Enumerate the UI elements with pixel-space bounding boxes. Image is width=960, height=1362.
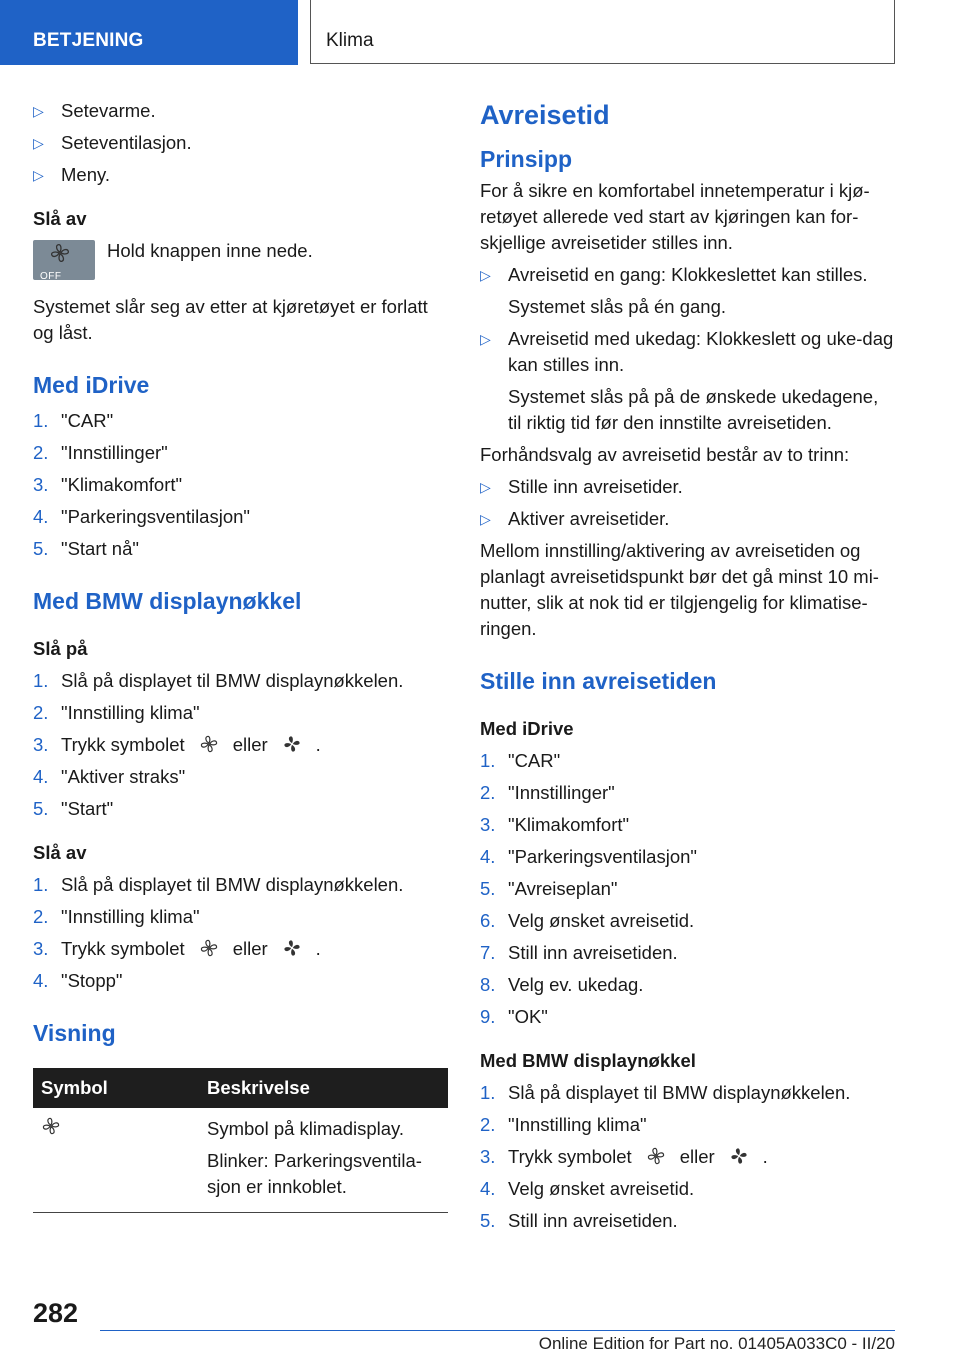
list-item: 3. "Klimakomfort" xyxy=(33,474,183,495)
page-number: 282 xyxy=(33,1298,79,1328)
timing-note: Mellom innstilling/aktivering av avreisetiden og planlagt avreisetidspunkt bør det gå minst 10 mi-nutter, slik at nok tid er tilgjengelig for klimatise-ringen. xyxy=(480,540,879,639)
bullet-marker: ▷ xyxy=(33,135,44,151)
set-idrive-heading: Med iDrive xyxy=(480,718,574,739)
list-item: 5. "Start nå" xyxy=(33,538,139,559)
list-item: ▷ Meny. xyxy=(33,162,448,188)
fan-outline-icon xyxy=(199,734,219,754)
bullet-marker: ▷ xyxy=(33,167,44,183)
fan-solid-icon xyxy=(282,734,302,754)
bullet-marker: ▷ xyxy=(33,103,44,119)
list-item: ▷ Stille inn avreisetider. xyxy=(480,476,683,497)
list-item: 3. Trykk symbolet eller . xyxy=(480,1146,768,1167)
fan-outline-icon xyxy=(646,1146,666,1166)
fan-outline-icon xyxy=(41,1116,61,1136)
visning-heading: Visning xyxy=(33,1020,116,1046)
list-item: 7. Still inn avreisetiden. xyxy=(480,942,678,963)
list-item: 1. Slå på displayet til BMW displaynøkkelen. xyxy=(33,874,404,895)
table-header-row xyxy=(33,1068,448,1108)
row-desc-2: Blinker: Parkeringsventila-sjon er innkoblet. xyxy=(207,1150,422,1197)
list-item: ▷ Aktiver avreisetider. xyxy=(480,508,670,529)
principle-intro: For å sikre en komfortabel innetemperatur i kjø-retøyet allerede ved start av kjøringen kan for-skjellige avreisetider stilles inn. xyxy=(480,180,870,253)
fan-outline-icon xyxy=(199,938,219,958)
fan-icon xyxy=(49,242,71,264)
list-item: ▷ Seteventilasjon. xyxy=(33,130,448,156)
list-item: 4. "Aktiver straks" xyxy=(33,766,186,787)
off-note: Systemet slår seg av etter at kjøretøyet er forlatt og låst. xyxy=(33,296,428,343)
footer-divider xyxy=(100,1330,895,1331)
list-item: 2. "Innstillinger" xyxy=(480,782,615,803)
list-item: ▷ Avreisetid en gang: Klokkeslettet kan stilles. xyxy=(480,264,868,285)
list-item: 4. "Parkeringsventilasjon" xyxy=(33,506,250,527)
list-item: 4. "Stopp" xyxy=(33,970,123,991)
list-item: 9. "OK" xyxy=(480,1006,548,1027)
symbol-table xyxy=(33,1068,448,1213)
list-item: 1. Slå på displayet til BMW displaynøkkelen. xyxy=(33,670,404,691)
list-item: 5. "Avreiseplan" xyxy=(480,878,618,899)
list-item: 1. "CAR" xyxy=(480,750,561,771)
chapter-title: Klima xyxy=(326,30,374,51)
set-departure-heading: Stille inn avreisetiden xyxy=(480,668,717,694)
principle-heading: Prinsipp xyxy=(480,146,573,172)
off-heading-2: Slå av xyxy=(33,842,87,863)
list-item: 2. "Innstilling klima" xyxy=(33,702,200,723)
list-item: 2. "Innstilling klima" xyxy=(33,906,200,927)
list-item: 4. Velg ønsket avreisetid. xyxy=(480,1178,695,1199)
fan-solid-icon xyxy=(729,1146,749,1166)
section-tab xyxy=(0,0,298,65)
list-item: ▷ Avreisetid med ukedag: Klokkeslett og uke-dag kan stilles inn. xyxy=(480,328,894,375)
list-item: 1. "CAR" xyxy=(33,410,114,431)
right-column: Avreisetid Prinsipp For å sikre en komfortabel innetemperatur i kjø-retøyet allerede ved start av kjøringen kan for-skjellige avreisetider stilles inn. ▷ Avreisetid en gang: Klokkeslettet kan stilles. Systemet slås på én gang. ▷ Avreisetid med ukedag: Klokkeslett og uke-dag kan stilles inn. Systemet slås på på de ønskede ukedagene, til riktig tid før den innstilte avreisetiden. Forhåndsvalg av avreisetid består av to trinn: ▷ Stille inn avreisetider. ▷ Aktiver avreisetider. Mellom innstilling/aktivering av avreisetiden og planlagt avreisetidspunkt bør det gå minst 10 mi-nutter, slik at nok tid er tilgjengelig for klimatise-ringen. Stille inn avreisetiden Med iDrive 1. "CAR" 2. "Innstillinger" 3. "Klimakomfort" 4. "Parkeringsventilasjon" 5. "Avreiseplan" 6. Velg ønsket avreisetid. 7. Still inn avreisetiden. 8. Velg ev. ukedag. 9. "OK" Med BMW displaynøkkel 1. Slå på displayet til BMW displaynøkkelen. 2. "Innstilling klima" 3. Trykk symbolet eller . 4. Velg ønsket avreisetid. 5. Still inn avreisetiden. xyxy=(480,98,895,1240)
list-item: 3. Trykk symbolet eller . xyxy=(33,938,321,959)
idrive-heading: Med iDrive xyxy=(33,372,150,398)
footer-edition: Online Edition for Part no. 01405A033C0 - II/20 xyxy=(538,1334,895,1353)
list-item: 1. Slå på displayet til BMW displaynøkkelen. xyxy=(480,1082,851,1103)
list-item: 2. "Innstillinger" xyxy=(33,442,168,463)
row-desc-1: Symbol på klimadisplay. xyxy=(207,1118,405,1139)
off-label: OFF xyxy=(40,271,62,282)
set-key-heading: Med BMW displaynøkkel xyxy=(480,1050,696,1071)
list-item: 2. "Innstilling klima" xyxy=(480,1114,647,1135)
list-item: ▷ Setevarme. xyxy=(33,98,448,124)
fan-solid-icon xyxy=(282,938,302,958)
list-item: 5. "Start" xyxy=(33,798,114,819)
preselection-text: Forhåndsvalg av avreisetid består av to trinn: xyxy=(480,444,850,465)
list-item: 6. Velg ønsket avreisetid. xyxy=(480,910,695,931)
on-heading: Slå på xyxy=(33,638,88,659)
list-item: 3. "Klimakomfort" xyxy=(480,814,630,835)
section-title: BETJENING xyxy=(33,30,144,51)
list-item: 8. Velg ev. ukedag. xyxy=(480,974,644,995)
table-row xyxy=(33,1108,448,1213)
fan-off-button xyxy=(33,240,95,280)
off-instruction: Hold knappen inne nede. xyxy=(107,240,313,261)
col-description: Beskrivelse xyxy=(199,1068,448,1108)
list-item: 4. "Parkeringsventilasjon" xyxy=(480,846,697,867)
list-item: 3. Trykk symbolet eller . xyxy=(33,734,321,755)
left-column xyxy=(33,98,448,1213)
chapter-tab xyxy=(310,0,895,64)
off-heading: Slå av xyxy=(33,208,87,229)
departure-heading: Avreisetid xyxy=(480,100,610,130)
list-item: 5. Still inn avreisetiden. xyxy=(480,1210,678,1231)
off-instruction-row xyxy=(33,238,448,280)
col-symbol: Symbol xyxy=(33,1068,199,1108)
bmw-key-heading: Med BMW displaynøkkel xyxy=(33,588,302,614)
